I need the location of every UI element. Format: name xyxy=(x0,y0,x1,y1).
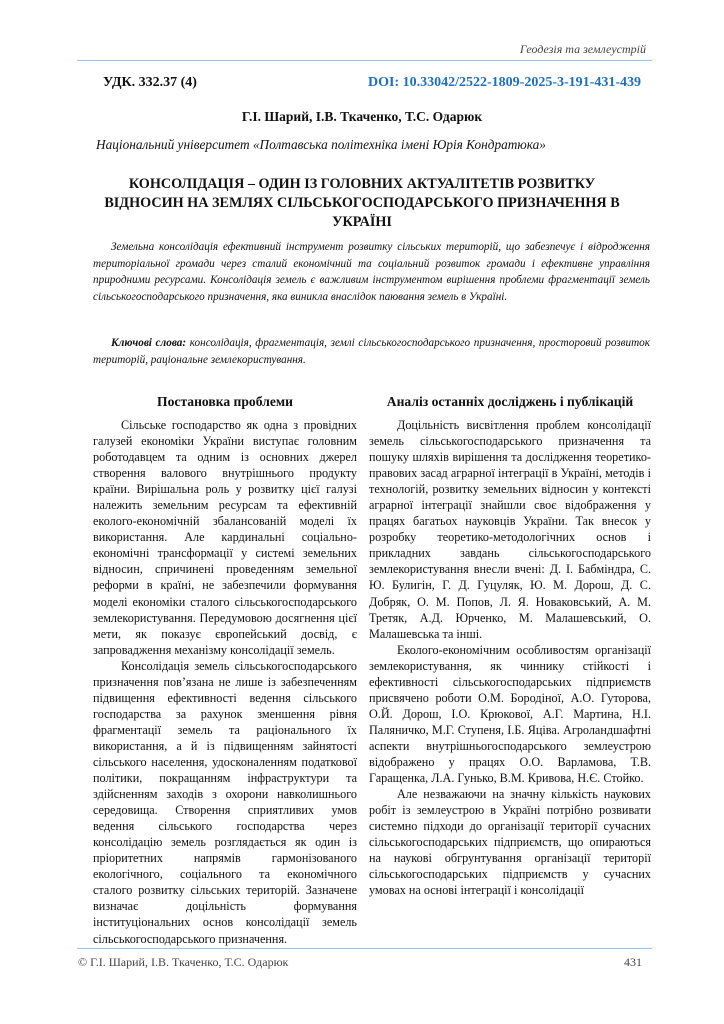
doi-link[interactable]: DOI: 10.33042/2522-1809-2025-3-191-431-439 xyxy=(368,75,641,90)
keywords-text: консолідація, фрагментація, землі сільськогосподарського призначення, просторовий розвиток територій, раціональне землекористування. xyxy=(93,337,650,366)
page-number: 431 xyxy=(624,955,642,969)
paragraph: Але незважаючи на значну кількість наукових робіт із землеустрою в Україні потрібно розвивати системно підходи до організації території сучасних сільськогосподарських підприємств, що опираються на наукові обгрунтування організації території сільськогосподарських підприємств у сучасних умовах на основі інтеграції і консолідації xyxy=(369,787,651,898)
footer-rule xyxy=(77,948,652,949)
paragraph: Доцільність висвітлення проблем консолідації земель сільськогосподарського призначення та пошуку шляхів вирішення та дослідження теоретико-правових засад аграрної інтеграції в Україні, методів і технологій, розвитку земельних відносин у контексті аграрної інтеграції знайшли своє відображення у працях багатьох науковців України. Так внесок у розробку теоретико-методологічних основ і прикладних завдань сільськогосподарського землекористування внесли вчені: Д. І. Бабміндра, С. Ю. Булигін, Г. Д. Гуцуляк, Ю. М. Дорош, Д. С. Добряк, О. М. Попов, Л. Я. Новаковський, А. М. Третяк, А.Д. Юрченко, М. Малашевський, О. Малашевська та інші. xyxy=(369,418,651,641)
right-column xyxy=(369,392,651,898)
title-line: УКРАЇНІ xyxy=(332,214,392,230)
keywords xyxy=(93,335,650,368)
title-line: КОНСОЛІДАЦІЯ – ОДИН ІЗ ГОЛОВНИХ АКТУАЛІТЕТІВ РОЗВИТКУ xyxy=(128,176,596,192)
footer-copyright: © Г.І. Шарий, І.В. Ткаченко, Т.С. Одарюк xyxy=(78,955,289,969)
abstract: Земельна консолідація ефективний інструмент розвитку сільських територій, що забезпечує і відродження територіальної громади через сталий економічний та соціальний розвиток громади і ефективне управління природними ресурсами. Консолідація земель є важливим інструментом вирішення проблеми фрагментації земель сільськогосподарського призначення, яка виникла внаслідок паювання земель в Україні. xyxy=(93,241,650,303)
affiliation: Національний університет «Полтавська політехніка імені Юрія Кондратюка» xyxy=(96,137,546,152)
section-heading-problem: Постановка проблеми xyxy=(157,394,293,409)
left-column xyxy=(93,392,357,947)
paragraph: Еколого-економічним особливостям організації землекористування, як чиннику стійкості і ефективності сільськогосподарських підприємств присвячено роботи О.М. Бородіної, А.О. Гуторова, О.Й. Дорош, І.О. Крюкової, А.Г. Мартина, Н.І. Паляничко, М.Г. Ступеня, І.Б. Яціва. Агроландшафтні аспекти внутрішньогосподарського землеустрою відображено у працях О.О. Варламова, Т.В. Гаращенка, Л.А. Гунько, В.М. Кривова, Н.Є. Стойко. xyxy=(369,642,651,786)
keywords-label: Ключові слова: xyxy=(111,337,187,349)
udk-code: УДК. 332.37 (4) xyxy=(103,75,197,90)
header-rule xyxy=(77,60,652,61)
paragraph: Консолідація земель сільськогосподарського призначення пов’язана не лише із забезпеченням підвищення ефективності ведення сільського господарства за рахунок зменшення рівня фрагментації земель та раціонального їх використання, а й із підвищенням зайнятості сільського населення, удосконаленням податкової політики, покращанням інфраструктури та здійсненням заходів з охорони навколишнього середовища. Створення сприятливих умов ведення сільського господарства через консолідацію земель розглядається як один із пріоритетних напрямів гармонізованого екологічного, соціального та економічного сталого розвитку сільських територій. Зазначене визначає доцільність формування інституціональних основ консолідації земель сільськогосподарського призначення. xyxy=(93,658,357,946)
article-title xyxy=(80,175,644,232)
paragraph: Сільське господарство як одна з провідних галузей економіки України виступає головним роботодавцем та одним із основних джерел створення валового внутрішнього продукту країни. Вирішальна роль у розвитку цієї галузі належить земельним ресурсам та ефективній еколого-економічній збалансованій моделі їх використання. Але кардинальні соціально-економічні трансформації у системі земельних відносин, спричинені проведенням земельної реформи в країні, не забезпечили формування моделі економіки сталого сільськогосподарського землекористування. Передумовою досягнення цієї мети, як показує європейський досвід, є запровадження механізму консолідації земель. xyxy=(93,418,357,657)
authors: Г.І. Шарий, І.В. Ткаченко, Т.С. Одарюк xyxy=(241,109,483,124)
title-line: ВІДНОСИН НА ЗЕМЛЯХ СІЛЬСЬКОГОСПОДАРСЬКОГО ПРИЗНАЧЕННЯ В xyxy=(104,195,620,211)
running-head: Геодезія та землеустрій xyxy=(519,42,646,56)
section-heading-analysis: Аналіз останніх досліджень і публікацій xyxy=(386,394,634,409)
